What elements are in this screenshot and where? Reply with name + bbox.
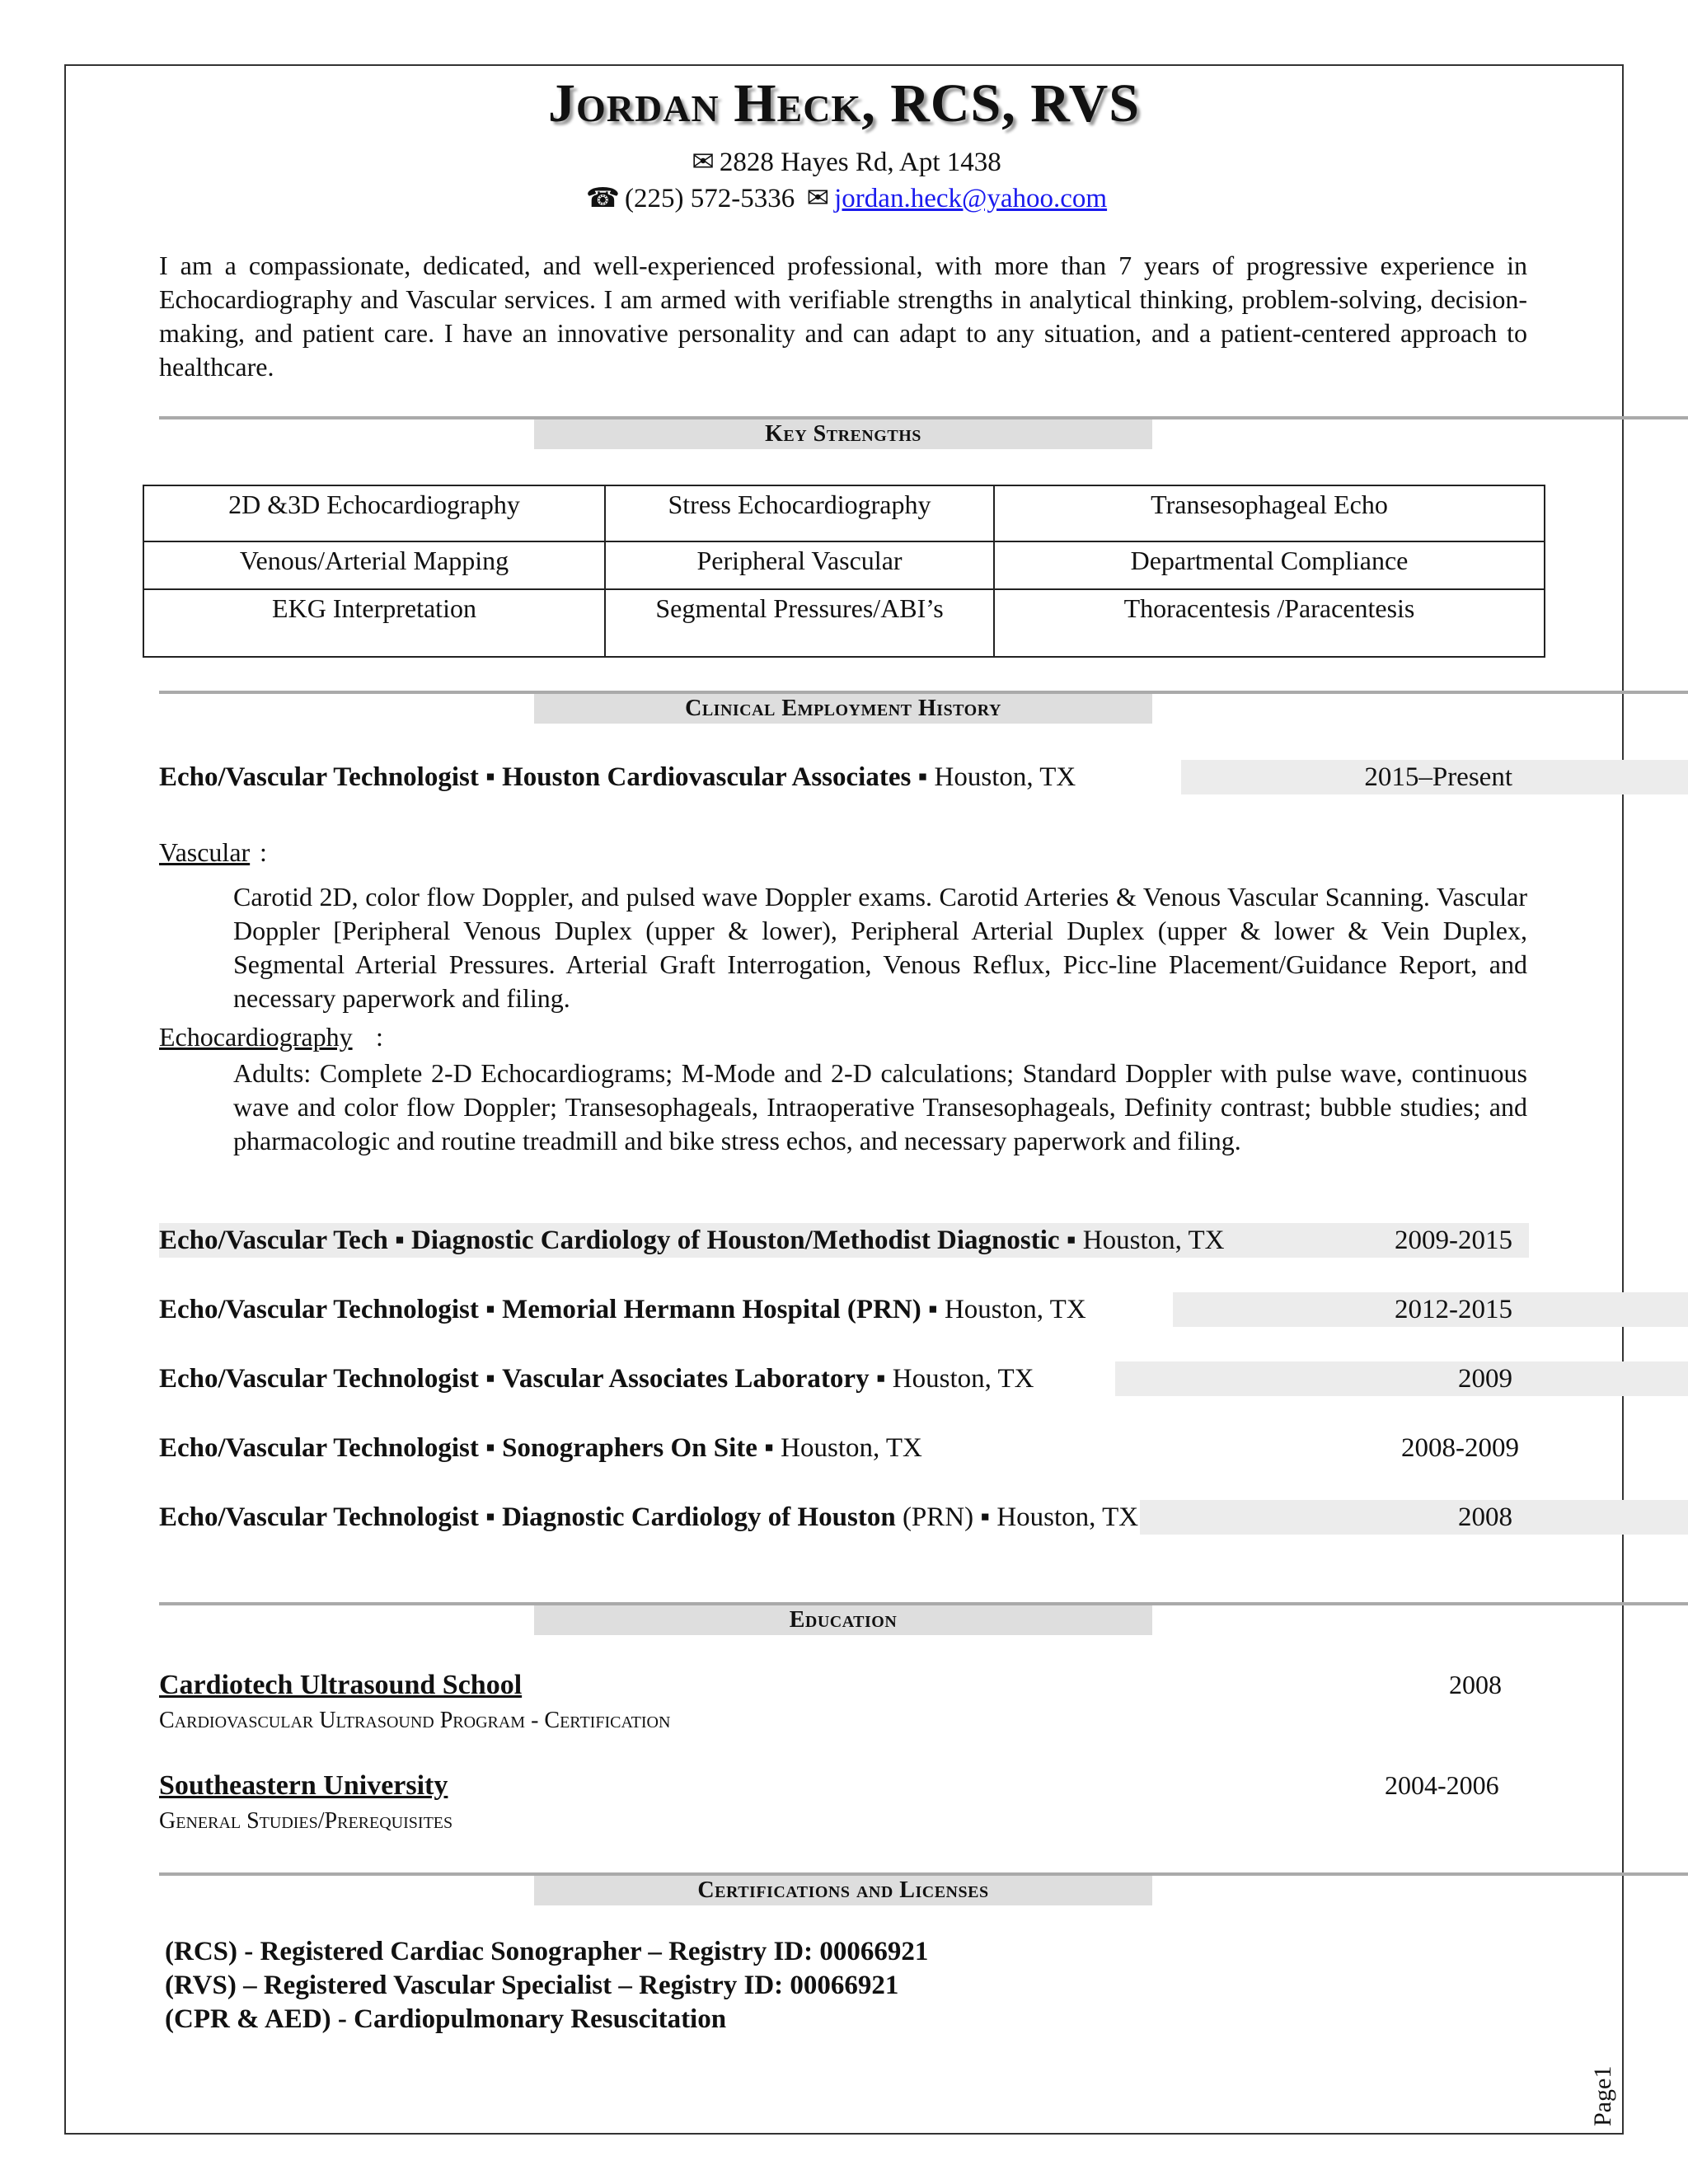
job-years: 2009 [1458, 1364, 1512, 1394]
program-name: General Studies/Prerequisites [159, 1808, 453, 1834]
certification-item: (RVS) – Registered Vascular Specialist – Registry ID: 00066921 [165, 1971, 899, 2000]
education-years: 2004-2006 [1385, 1770, 1499, 1800]
address-line [0, 145, 1688, 178]
key-strengths-table [143, 485, 1545, 658]
school-name: Cardiotech Ultrasound School [159, 1670, 523, 1700]
job-shade [1140, 1500, 1688, 1535]
job-entry [159, 1431, 1529, 1465]
job-years: 2009-2015 [1395, 1226, 1512, 1255]
strength-cell: 2D &3D Echocardiography [143, 485, 605, 541]
colon: : [260, 837, 267, 867]
candidate-name: Jordan Heck, RCS, RVS [548, 73, 1140, 134]
strength-cell: Segmental Pressures/ABI’s [605, 589, 994, 657]
job-heading: Echo/Vascular Technologist ▪ Vascular Associates Laboratory ▪ Houston, TX [159, 1364, 1034, 1394]
certification-item: (RCS) - Registered Cardiac Sonographer – Registry ID: 00066921 [165, 1937, 929, 1966]
vascular-label: Vascular [159, 837, 251, 867]
strength-cell: Transesophageal Echo [994, 485, 1545, 541]
job-heading: Echo/Vascular Technologist ▪ Diagnostic Cardiology of Houston (PRN) ▪ Houston, TX [159, 1502, 1139, 1532]
job-years: 2015–Present [1364, 762, 1512, 792]
job-entry [159, 1500, 1529, 1535]
job-heading: Echo/Vascular Technologist ▪ Sonographers On Site ▪ Houston, TX [159, 1433, 922, 1463]
phone-text: (225) 572-5336 [625, 184, 795, 213]
address-text: 2828 Hayes Rd, Apt 1438 [719, 148, 1001, 177]
strength-cell: EKG Interpretation [143, 589, 605, 657]
job-entry [159, 1223, 1529, 1258]
echo-duties: Adults: Complete 2-D Echocardiograms; M-Mode and 2-D calculations; Standard Doppler with pulse wave, continuous wave and color flow Doppler; Transesophageals, Intraoperative Transesophageals, Definity contrast; bubble studies; and pharmacologic and routine treadmill and bike stress echos, and necessary paperwork and filing. [233, 1058, 1527, 1155]
job-heading: Echo/Vascular Technologist ▪ Memorial Hermann Hospital (PRN) ▪ Houston, TX [159, 1295, 1086, 1324]
job-heading: Echo/Vascular Tech ▪ Diagnostic Cardiology of Houston/Methodist Diagnostic ▪ Houston, TX [159, 1226, 1225, 1255]
phone-icon: ☎ [585, 184, 621, 213]
envelope-icon: ✉ [692, 148, 715, 177]
education-years: 2008 [1449, 1670, 1502, 1699]
job-entry [159, 1361, 1529, 1396]
strength-cell: Stress Echocardiography [605, 485, 994, 541]
job-years: 2008 [1458, 1502, 1512, 1532]
email-icon: ✉ [806, 184, 830, 213]
email-link[interactable]: jordan.heck@yahoo.com [834, 184, 1108, 213]
strength-cell: Thoracentesis /Paracentesis [994, 589, 1545, 657]
school-name: Southeastern University [159, 1770, 448, 1801]
vascular-duties: Carotid 2D, color flow Doppler, and pulsed wave Doppler exams. Carotid Arteries & Venous Vascular Scanning. Vascular Doppler [Peripheral Venous Duplex (upper & lower), Peripheral Arterial Duplex (upper & lower & Vein Duplex, Segmental Arterial Pressures. Arterial Graft Interrogation, Venous Reflux, Picc-line Placement/Guidance Report, and necessary paperwork and filing. [233, 882, 1527, 1013]
education-heading: Education [534, 1605, 1152, 1635]
page-number: Page1 [1589, 2065, 1616, 2126]
certification-item: (CPR & AED) - Cardiopulmonary Resuscitation [165, 2004, 727, 2034]
job-years: 2012-2015 [1395, 1295, 1512, 1324]
job-entry [159, 760, 1529, 794]
program-name: Cardiovascular Ultrasound Program - Certification [159, 1708, 671, 1733]
job-entry [159, 1292, 1529, 1327]
employment-heading: Clinical Employment History [534, 694, 1152, 724]
job-heading: Echo/Vascular Technologist ▪ Houston Cardiovascular Associates ▪ Houston, TX [159, 762, 1076, 792]
certifications-heading: Certifications and Licenses [534, 1876, 1152, 1905]
job-shade [1115, 1361, 1688, 1396]
colon: : [376, 1022, 383, 1052]
strength-cell: Peripheral Vascular [605, 541, 994, 589]
contact-line [0, 181, 1688, 214]
echo-label: Echocardiography [159, 1022, 353, 1052]
strength-cell: Departmental Compliance [994, 541, 1545, 589]
strength-cell: Venous/Arterial Mapping [143, 541, 605, 589]
job-years: 2008-2009 [1401, 1433, 1519, 1463]
key-strengths-heading: Key Strengths [534, 419, 1152, 449]
summary-paragraph: I am a compassionate, dedicated, and well-experienced professional, with more than 7 years of progressive experience in Echocardiography and Vascular services. I am armed with verifiable strengths in analytical thinking, problem-solving, decision-making, and patient care. I have an innovative personality and can adapt to any situation, and a patient-centered approach to healthcare. [159, 251, 1527, 382]
